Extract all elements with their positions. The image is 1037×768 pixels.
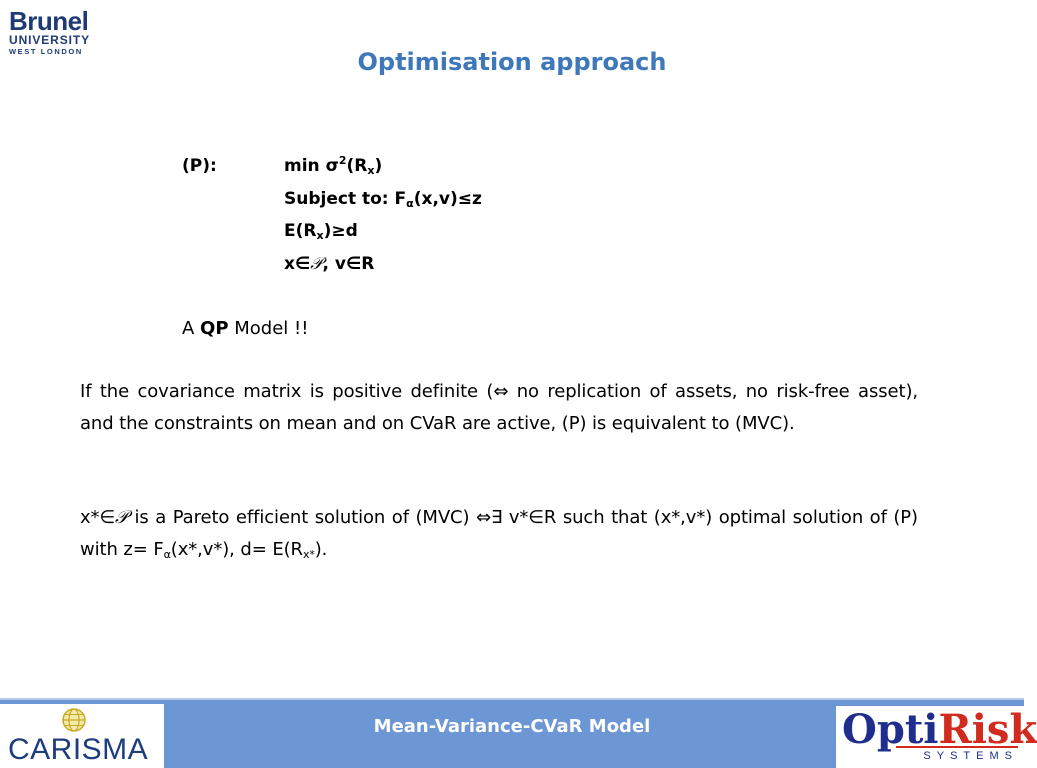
logo-brunel-text: Brunel [9,6,89,36]
logo-university-text: UNIVERSITY [9,33,91,47]
logo-west-london-text: WEST LONDON [9,47,83,56]
pareto-paragraph: x*∈𝒫 is a Pareto efficient solution of (MVC) ⇔∃ v*∈R such that (x*,v*) optimal solution of (P) with $z= F_\alpha(x*,v*)$, $d= E(R_{x*})$. [80,507,918,561]
carisma-text: CARISMA [8,733,149,766]
cvar-constraint: Subject to: $F_\alpha(x,v)\le z$ [284,188,482,210]
optirisk-wordmark: OptiRisk [842,706,1037,753]
optirisk-logo [836,706,1037,768]
equivalence-paragraph: If the covariance matrix is positive definite (⇔ no replication of assets, no risk-free asset), and the constraints on mean and on CVaR are active, (P) is equivalent to (MVC). [80,381,918,434]
globe-icon [61,707,87,733]
mean-constraint: $E(R_x)\ge d$ [284,221,358,242]
optirisk-systems-text: SYSTEMS [896,746,1018,764]
domain-constraint: x∈𝒫, v∈R [284,253,375,274]
footer-title: Mean-Variance-CVaR Model [373,716,651,737]
carisma-logo [0,704,164,768]
problem-label: (P): [182,156,217,176]
qp-model-note: A QP Model !! [182,318,309,339]
objective-expression: $\min \sigma^2(R_x)$ [284,154,383,177]
slide-title: Optimisation approach [357,48,667,76]
